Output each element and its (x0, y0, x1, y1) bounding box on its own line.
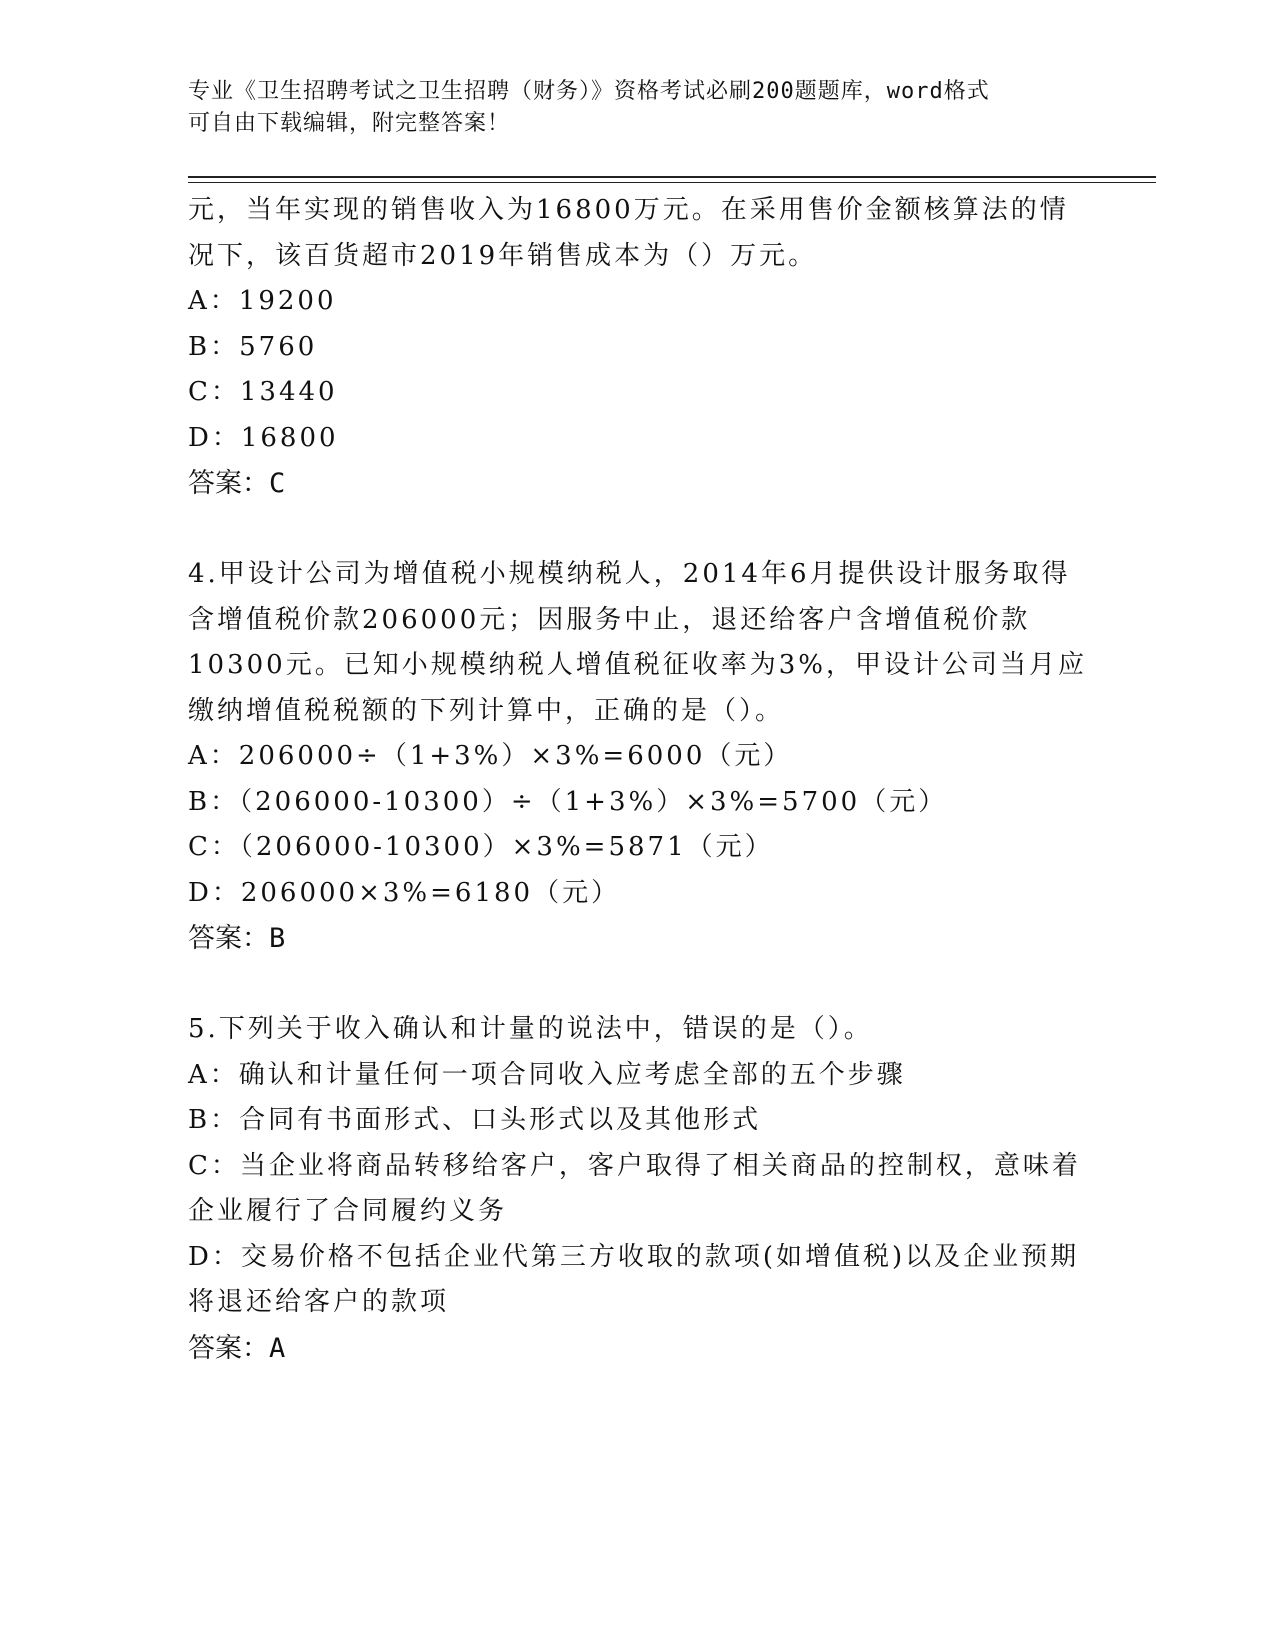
header-title-line-1: 专业《卫生招聘考试之卫生招聘（财务）》资格考试必刷200题题库，word格式 (188, 79, 990, 104)
option-c: C：（206000-10300）×3%=5871（元） (188, 832, 774, 862)
question-4 (188, 552, 1087, 962)
option-d-continued: 将退还给客户的款项 (188, 1287, 450, 1317)
option-a: A：206000÷（1+3%）×3%=6000（元） (188, 741, 793, 771)
spacer (188, 962, 1068, 1008)
document-header (188, 76, 1068, 140)
question-stem-line: 况下，该百货超市2019年销售成本为（）万元。 (188, 240, 818, 271)
question-stem-line: 含增值税价款206000元；因服务中止，退还给客户含增值税价款 (188, 604, 1031, 635)
question-stem-line: 5.下列关于收入确认和计量的说法中，错误的是（）。 (188, 1014, 873, 1044)
question-stem-line: 元，当年实现的销售收入为16800万元。在采用售价金额核算法的情 (188, 195, 1069, 225)
option-c: C：13440 (188, 377, 338, 407)
header-divider-thin (188, 182, 1156, 183)
spacer (188, 507, 1068, 553)
header-divider-thick (188, 176, 1156, 178)
option-d: D：16800 (188, 422, 339, 453)
option-b: B：5760 (188, 331, 318, 362)
question-5 (188, 1007, 1081, 1371)
answer-line: 答案：B (188, 923, 286, 954)
option-b: B：（206000-10300）÷（1+3%）×3%=5700（元） (188, 786, 948, 817)
question-stem-line: 缴纳增值税税额的下列计算中，正确的是（）。 (188, 695, 785, 726)
question-stem-line: 10300元。已知小规模纳税人增值税征收率为3%，甲设计公司当月应 (188, 650, 1087, 680)
question-3 (188, 188, 1068, 507)
header-title-line-2: 可自由下载编辑，附完整答案！ (188, 111, 511, 136)
answer-line: 答案：C (188, 468, 286, 499)
option-c-continued: 企业履行了合同履约义务 (188, 1196, 508, 1226)
option-d: D：206000×3%=6180（元） (188, 877, 621, 908)
option-c: C：当企业将商品转移给客户，客户取得了相关商品的控制权，意味着 (188, 1150, 1081, 1181)
option-a: A：19200 (188, 286, 337, 316)
question-stem-line: 4.甲设计公司为增值税小规模纳税人，2014年6月提供设计服务取得 (188, 559, 1071, 589)
answer-line: 答案：A (188, 1332, 286, 1364)
option-d: D：交易价格不包括企业代第三方收取的款项(如增值税)以及企业预期 (188, 1241, 1080, 1272)
document-body (188, 188, 1087, 1371)
option-b: B：合同有书面形式、口头形式以及其他形式 (188, 1105, 762, 1135)
option-a: A：确认和计量任何一项合同收入应考虑全部的五个步骤 (188, 1059, 906, 1090)
